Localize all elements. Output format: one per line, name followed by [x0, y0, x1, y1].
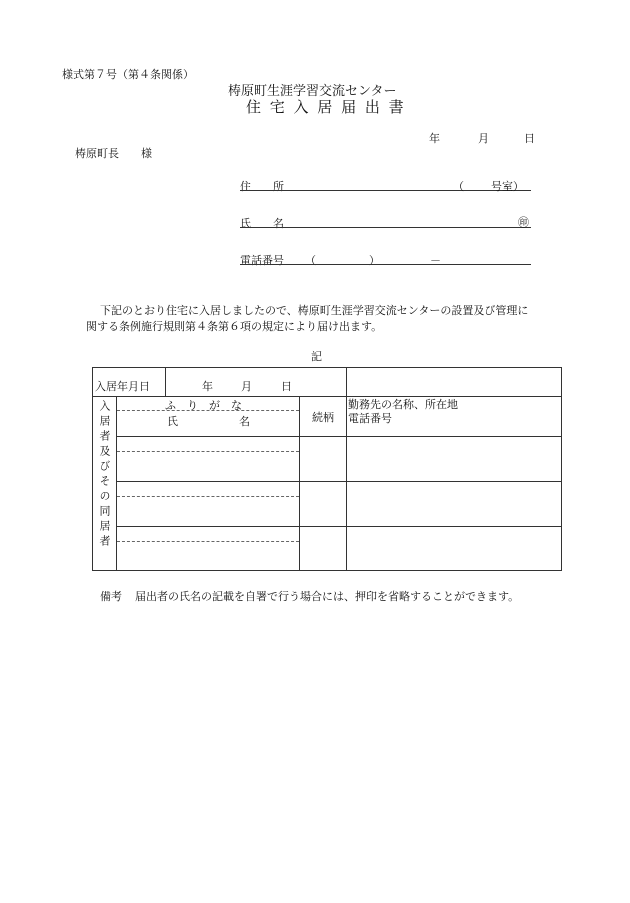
resident-table — [92, 367, 562, 571]
furigana-label: ふ り が な — [165, 399, 242, 412]
address-room-open: （ — [453, 180, 464, 193]
move-in-year: 年 — [202, 380, 213, 393]
move-in-label: 入居年月日 — [95, 380, 150, 393]
address-room: 号室） — [491, 180, 524, 193]
move-in-month: 月 — [241, 380, 252, 393]
address-underline — [240, 190, 531, 191]
move-in-label-cell — [93, 368, 166, 397]
organization-title: 梼原町生涯学習交流センター — [228, 84, 397, 99]
resident-name-cell[interactable] — [117, 527, 300, 571]
seal-mark: ㊞ — [518, 216, 529, 229]
name-underline — [240, 227, 531, 228]
resident-name-cell[interactable] — [117, 437, 300, 482]
note-text: 届出者の氏名の記載を自署で行う場合には、押印を省略することができます。 — [135, 590, 520, 603]
resident-relation-cell[interactable] — [300, 482, 347, 527]
resident-relation-cell[interactable] — [300, 437, 347, 482]
address-label: 住 所 — [240, 180, 284, 193]
ki-heading: 記 — [311, 350, 322, 363]
workplace-phone-label: 電話番号 — [348, 412, 392, 425]
body-text-line2: 関する条例施行規則第４条第６項の規定により届け出ます。 — [86, 320, 383, 333]
phone-dash: － — [430, 254, 441, 267]
phone-paren-open: （ — [305, 254, 316, 267]
body-text-line1: 下記のとおり住宅に入居しましたので、梼原町生涯学習交流センターの設置及び管理に — [100, 304, 529, 317]
workplace-header-cell — [347, 397, 562, 437]
addressee: 梼原町長 様 — [75, 147, 152, 160]
document-title: 住 宅 入 居 届 出 書 — [246, 98, 406, 116]
furigana-divider — [117, 410, 299, 411]
date-year: 年 — [429, 132, 440, 145]
resident-workplace-cell[interactable] — [347, 527, 562, 571]
move-in-date-cell — [166, 368, 347, 397]
resident-name-cell[interactable] — [117, 482, 300, 527]
resident-relation-cell[interactable] — [300, 527, 347, 571]
phone-paren-close: ） — [369, 254, 380, 267]
form-number: 様式第７号（第４条関係） — [62, 68, 194, 81]
workplace-label: 勤務先の名称、所在地 — [348, 398, 458, 411]
resident-furigana-divider — [117, 496, 299, 497]
note-label: 備考 — [100, 590, 122, 603]
relation-label: 続柄 — [312, 410, 334, 424]
side-label-cell — [93, 397, 117, 571]
phone-label: 電話番号 — [240, 254, 284, 267]
resident-workplace-cell[interactable] — [347, 437, 562, 482]
name-label: 氏 名 — [240, 217, 284, 230]
resident-furigana-divider — [117, 451, 299, 452]
name-header-cell — [117, 397, 300, 437]
date-month: 月 — [478, 132, 489, 145]
name-shi-label: 氏 — [167, 415, 178, 428]
move-in-empty-cell — [347, 368, 562, 397]
resident-furigana-divider — [117, 541, 299, 542]
relation-header-cell — [300, 397, 347, 437]
date-day: 日 — [524, 132, 535, 145]
phone-underline — [240, 264, 531, 265]
side-label: 入居者及びその同居者 — [98, 400, 111, 550]
resident-workplace-cell[interactable] — [347, 482, 562, 527]
move-in-day: 日 — [281, 380, 292, 393]
name-mei-label: 名 — [239, 415, 250, 428]
